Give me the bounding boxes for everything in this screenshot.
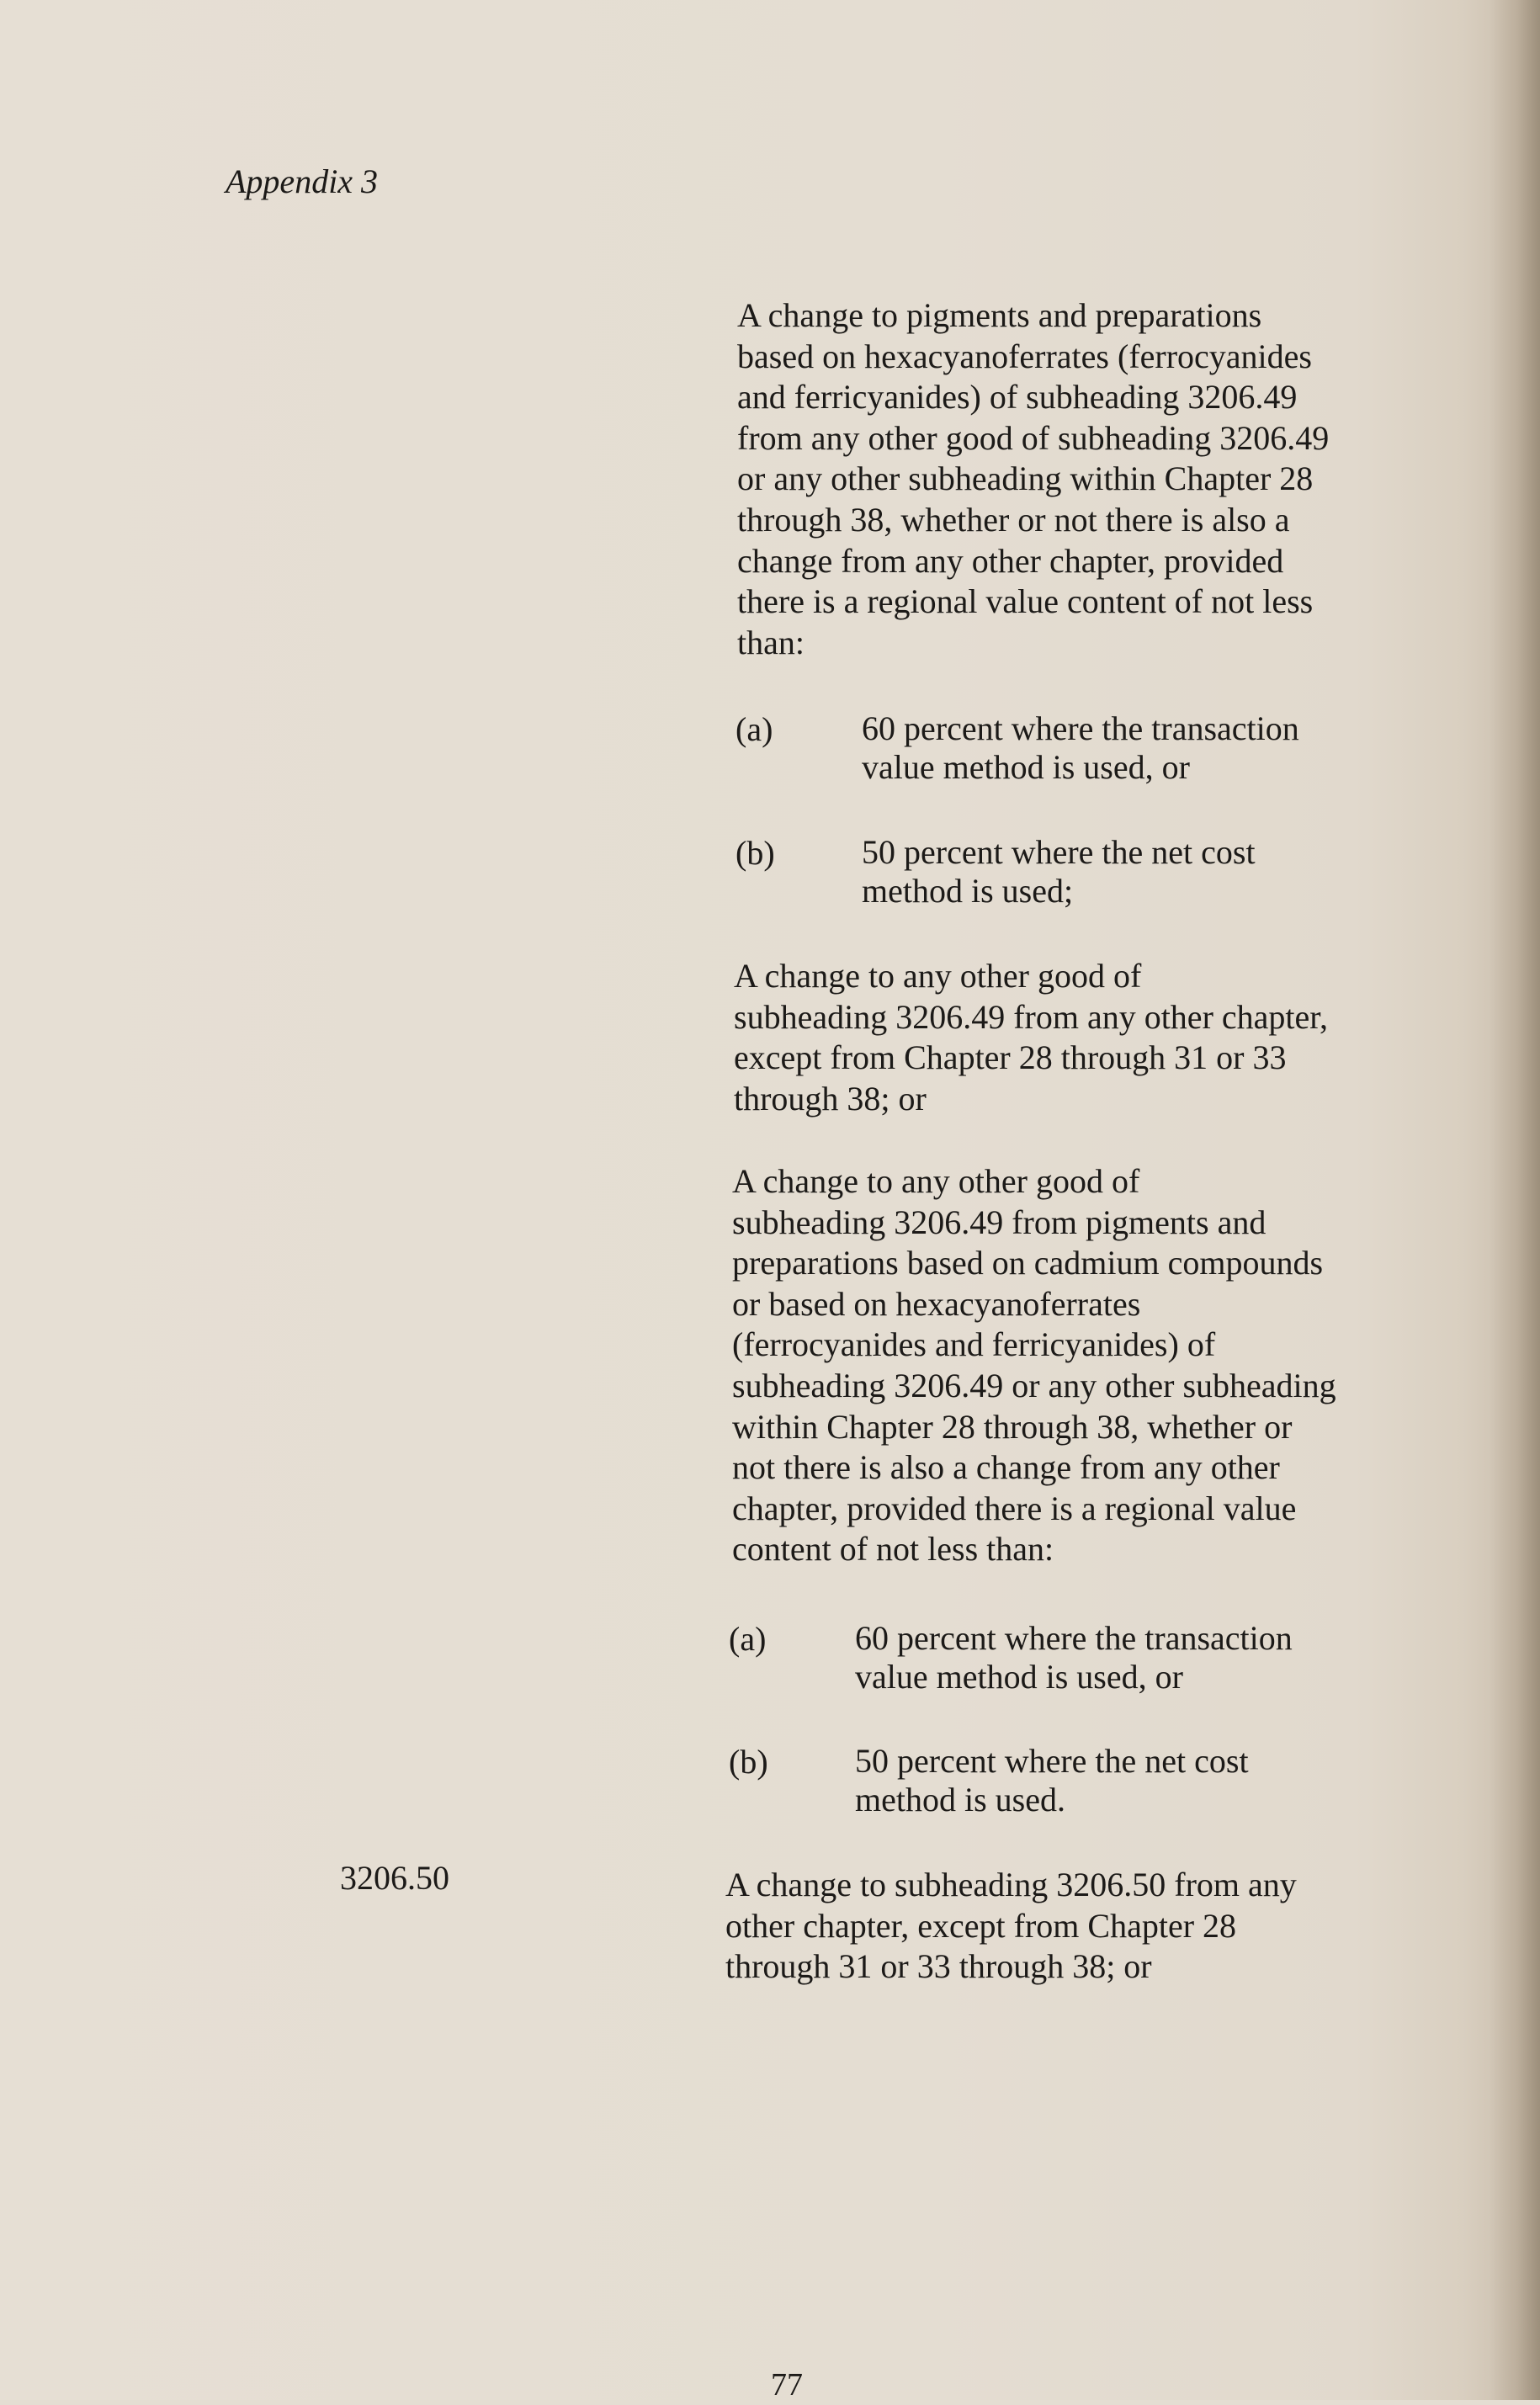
text-line: based on hexacyanoferrates (ferrocyanides bbox=[737, 337, 1312, 375]
text-line: 60 percent where the transaction bbox=[855, 1619, 1293, 1657]
text-line: and ferricyanides) of subheading 3206.49 bbox=[737, 378, 1298, 417]
text-line: value method is used, or bbox=[855, 1658, 1183, 1696]
text-line: there is a regional value content of not less bbox=[737, 582, 1314, 621]
text-line: A change to any other good of bbox=[732, 1162, 1140, 1200]
text-line: through 31 or 33 through 38; or bbox=[725, 1947, 1152, 1986]
list-item-label: (a) bbox=[735, 710, 773, 748]
text-line: subheading 3206.49 from any other chapter, bbox=[734, 997, 1328, 1036]
rule-paragraph-3 bbox=[732, 1161, 1336, 1570]
text-line: preparations based on cadmium compounds bbox=[732, 1244, 1324, 1282]
text-line: or any other subheading within Chapter 28 bbox=[737, 459, 1314, 498]
text-line: chapter, provided there is a regional value bbox=[732, 1489, 1297, 1527]
text-line: not there is also a change from any other bbox=[732, 1448, 1280, 1487]
text-line: A change to any other good of bbox=[734, 957, 1142, 995]
text-line: A change to subheading 3206.50 from any bbox=[725, 1866, 1297, 1903]
text-line: other chapter, except from Chapter 28 bbox=[725, 1906, 1237, 1945]
subheading-code: 3206.50 bbox=[340, 1859, 449, 1897]
spine-shadow bbox=[1490, 0, 1540, 2400]
list-item-label: (b) bbox=[729, 1743, 768, 1781]
text-line: 50 percent where the net cost bbox=[855, 1742, 1249, 1780]
text-line: from any other good of subheading 3206.49 bbox=[737, 418, 1330, 457]
rule-paragraph-4 bbox=[725, 1865, 1297, 1988]
text-line: subheading 3206.49 or any other subheading bbox=[732, 1366, 1336, 1404]
text-line: change from any other chapter, provided bbox=[737, 541, 1284, 580]
text-line: through 38, whether or not there is also a bbox=[737, 500, 1290, 539]
text-line: except from Chapter 28 through 31 or 33 bbox=[734, 1038, 1287, 1077]
rule-paragraph-2 bbox=[734, 956, 1328, 1119]
text-line: subheading 3206.49 from pigments and bbox=[732, 1202, 1267, 1241]
list-item-label: (a) bbox=[729, 1620, 767, 1658]
page-number: 77 bbox=[771, 2367, 803, 2402]
list-item-text bbox=[855, 1742, 1249, 1819]
text-line: 50 percent where the net cost bbox=[862, 833, 1256, 871]
list-item-text bbox=[855, 1619, 1293, 1696]
rule-paragraph-1 bbox=[737, 295, 1329, 663]
list-item-text bbox=[862, 709, 1299, 787]
text-line: value method is used, or bbox=[862, 748, 1190, 786]
text-line: within Chapter 28 through 38, whether or bbox=[732, 1407, 1293, 1446]
text-line: than: bbox=[737, 623, 805, 661]
text-line: method is used; bbox=[862, 872, 1074, 910]
list-item-label: (b) bbox=[735, 834, 775, 872]
text-line: (ferrocyanides and ferricyanides) of bbox=[732, 1325, 1216, 1364]
text-line: A change to pigments and preparations bbox=[737, 296, 1262, 334]
text-line: 60 percent where the transaction bbox=[862, 709, 1299, 747]
running-header: Appendix 3 bbox=[226, 162, 379, 200]
text-line: method is used. bbox=[855, 1781, 1065, 1818]
list-item-text bbox=[862, 833, 1256, 911]
text-line: or based on hexacyanoferrates bbox=[732, 1284, 1141, 1323]
text-line: content of not less than: bbox=[732, 1530, 1054, 1569]
text-line: through 38; or bbox=[734, 1079, 927, 1118]
